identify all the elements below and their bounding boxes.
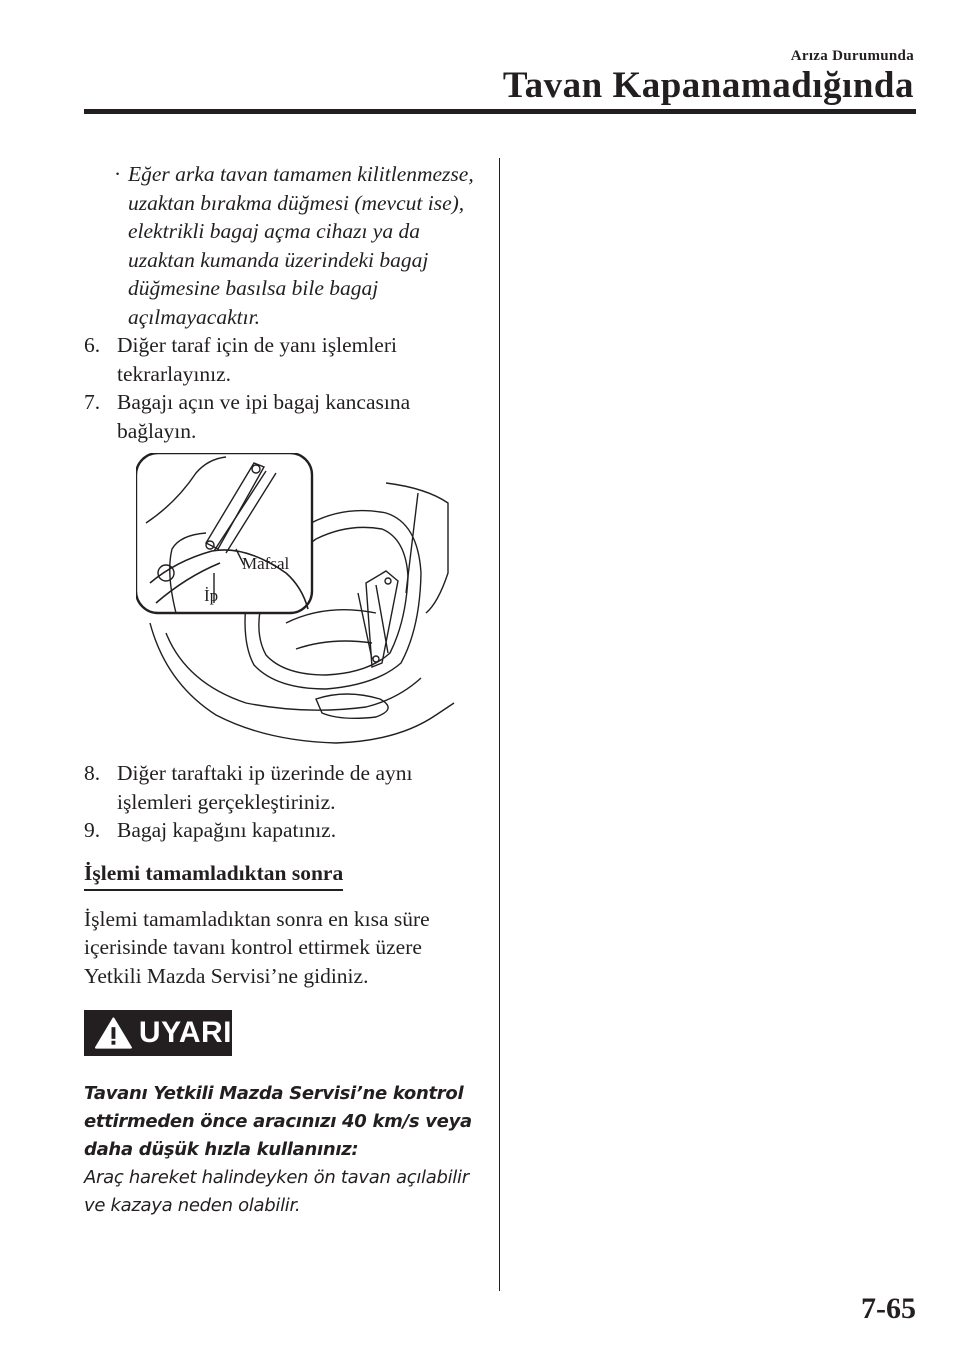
column-divider (499, 158, 500, 1291)
car-body-outline (150, 623, 454, 743)
trunk-drawing (136, 453, 456, 753)
step-number: 7. (84, 390, 101, 414)
hinge-rods (358, 585, 388, 659)
step-8 (84, 759, 474, 816)
step-7 (84, 388, 474, 445)
step-number: 8. (84, 761, 101, 785)
warning-body (84, 1080, 474, 1220)
tow-hook-cover (316, 694, 388, 718)
warning-triangle-icon (94, 1016, 133, 1050)
warning-badge (84, 1010, 232, 1056)
step-text: Bagaj kapağını kapatınız. (117, 818, 337, 842)
bullet-dot: · (114, 162, 122, 186)
hinge-bolt (373, 656, 379, 662)
step-text: Diğer taraf için de yanı işlemleri tekrarlayınız. (117, 333, 397, 386)
warning-text: Araç hareket halindeyken ön tavan açılabilir ve kazaya neden olabilir. (84, 1167, 469, 1216)
step-9 (84, 816, 474, 845)
page-number: 7-65 (861, 1292, 916, 1325)
step-text: Bagajı açın ve ipi bagaj kancasına bağlayın. (117, 390, 411, 443)
header-rule (84, 109, 916, 114)
step-6 (84, 331, 474, 388)
hinge-bolt (385, 578, 391, 584)
section-subheading: İşlemi tamamladıktan sonra (84, 859, 343, 891)
trunk-illustration (136, 453, 456, 753)
label-rope: İp (204, 586, 219, 605)
bullet-note (84, 160, 474, 331)
bullet-note-text: Eğer arka tavan tamamen kilitlenmezse, uzaktan bırakma düğmesi (mevcut ise), elektrikli bagaj açma cihazı ya da uzaktan kumanda üzerindeki bagaj düğmesine basılsa bile bagaj açılmayacaktır. (128, 162, 474, 329)
left-column (84, 160, 474, 1220)
page-title: Tavan Kapanamadığında (502, 65, 914, 106)
step-number: 6. (84, 333, 101, 357)
label-joint: Mafsal (242, 554, 290, 573)
step-number: 9. (84, 818, 101, 842)
warning-bold-text: Tavanı Yetkili Mazda Servisi’ne kontrol ettirmeden önce aracınızı 40 km/s veya daha düşük hızla kullanınız: (84, 1083, 472, 1160)
step-text: Diğer taraftaki ip üzerinde de aynı işlemleri gerçekleştiriniz. (117, 761, 413, 814)
body-paragraph: İşlemi tamamladıktan sonra en kısa süre içerisinde tavanı kontrol ettirmek üzere Yetkili Mazda Servisi’ne gidiniz. (84, 906, 430, 988)
callout-box (136, 453, 312, 613)
warning-label: UYARI (138, 1015, 232, 1049)
section-header: Arıza Durumunda (790, 48, 914, 64)
lid-panel-line (406, 493, 418, 593)
